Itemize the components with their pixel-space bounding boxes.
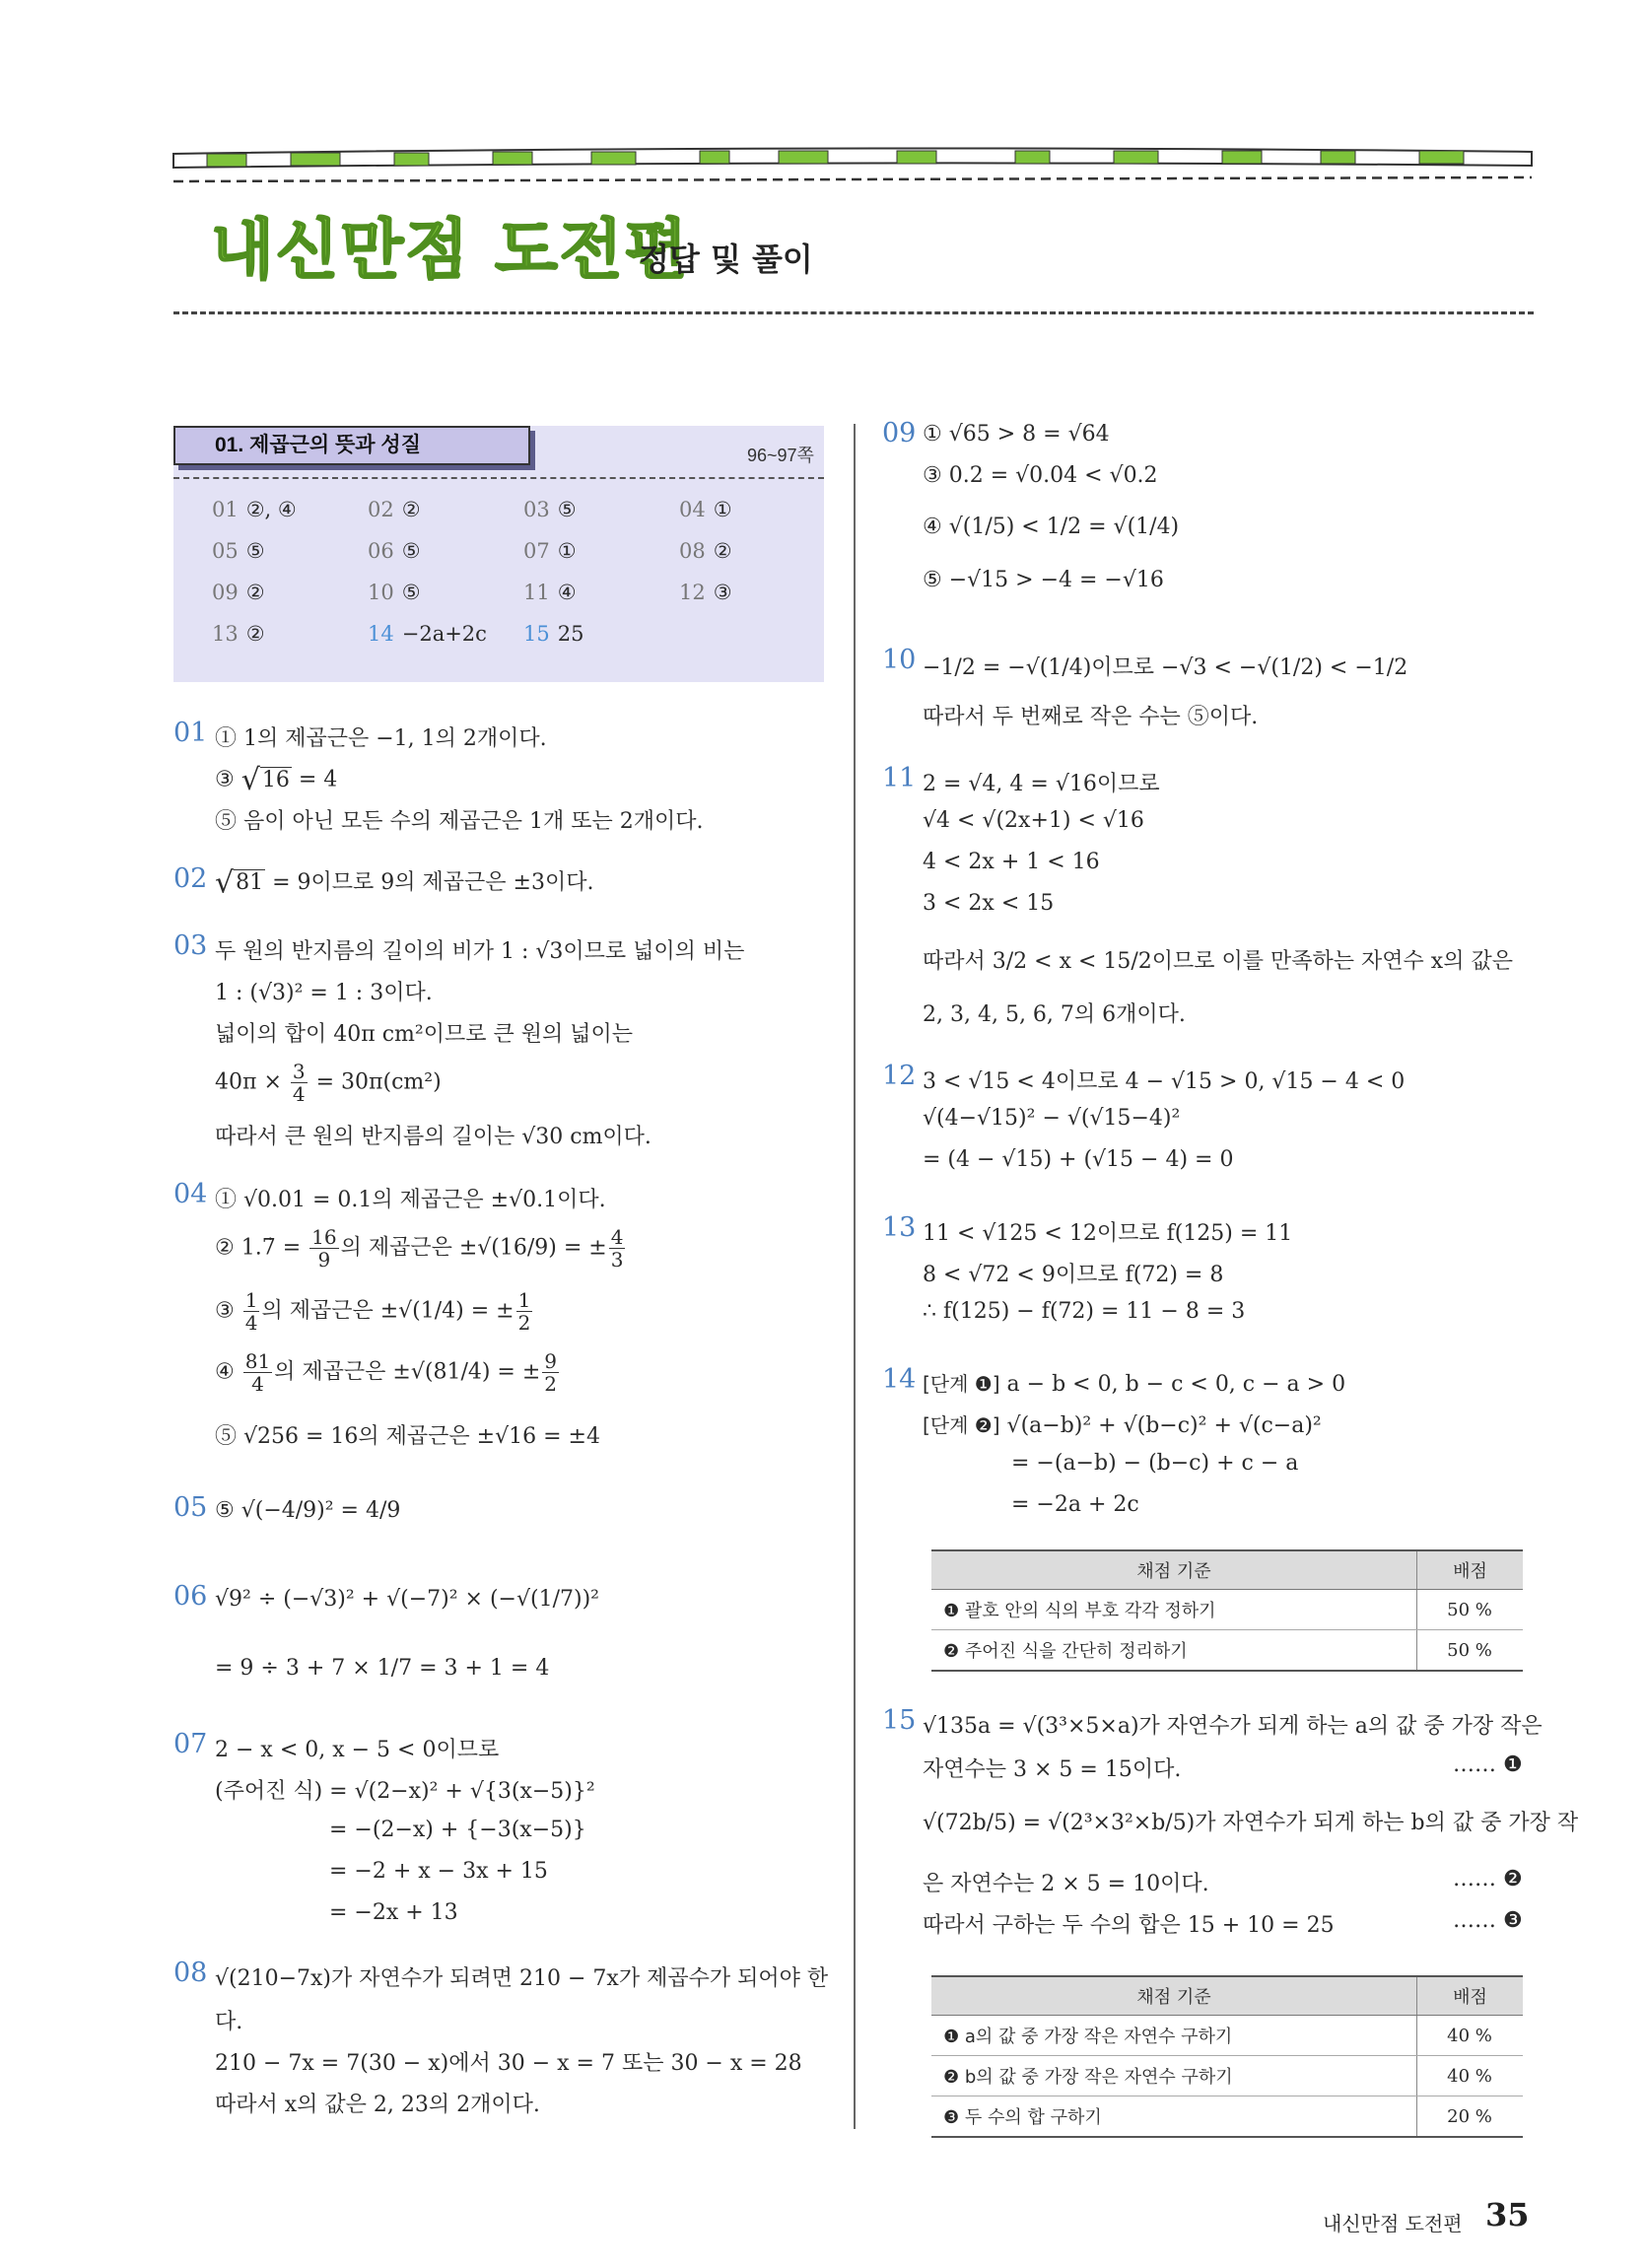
solution-line: 두 원의 반지름의 길이의 비가 1 : √3이므로 넓이의 비는 <box>215 939 745 964</box>
page-title: 내신만점 도전편 <box>211 212 690 288</box>
solution-line: 11 < √125 < 12이므로 f(125) = 11 <box>923 1221 1293 1246</box>
solution-line: 3 < √15 < 4이므로 4 − √15 > 0, √15 − 4 < 0 <box>923 1069 1406 1094</box>
solution-line: = −(a−b) − (b−c) + c − a <box>1011 1451 1299 1476</box>
solution-line: 8 < √72 < 9이므로 f(72) = 8 <box>923 1263 1224 1287</box>
problem-number: 05 <box>173 1492 208 1523</box>
solution-line: 다. <box>215 2010 243 2034</box>
answer-item: 01 ②, ④ <box>212 498 297 521</box>
solution-line: = (4 − √15) + (√15 − 4) = 0 <box>923 1147 1234 1172</box>
column-divider <box>854 424 856 2129</box>
answer-item: 05 ⑤ <box>212 539 265 563</box>
solution-line: 따라서 3/2 < x < 15/2이므로 이를 만족하는 자연수 x의 값은 <box>923 949 1513 974</box>
solution-line: 따라서 구하는 두 수의 합은 15 + 10 = 25 <box>923 1913 1335 1938</box>
step-label: [단계 ❶] <box>923 1372 1000 1396</box>
solution-line: ⑤ √256 = 16의 제곱근은 ±√16 = ±4 <box>215 1424 600 1449</box>
problem-number: 03 <box>173 930 208 961</box>
footer-label: 내신만점 도전편 <box>1323 2212 1463 2235</box>
problem-number: 09 <box>882 418 917 448</box>
solution-line: = −2x + 13 <box>329 1900 458 1925</box>
table-header: 채점 기준 <box>931 1976 1417 2016</box>
solution-line: √(210−7x)가 자연수가 되려면 210 − 7x가 제곱수가 되어야 한 <box>215 1966 829 1991</box>
solution-line: (주어진 식) = √(2−x)² + √{3(x−5)}² <box>215 1779 595 1804</box>
section-divider <box>173 477 824 479</box>
scoring-table-14 <box>931 1549 1523 1672</box>
solution-line: = −(2−x) + {−3(x−5)} <box>329 1818 586 1842</box>
solution-line: ④ √(1/5) < 1/2 = √(1/4) <box>923 515 1180 539</box>
table-header: 배점 <box>1417 1976 1524 2016</box>
step-marker: …… ❷ <box>1453 1867 1523 1891</box>
solution-line: 210 − 7x = 7(30 − x)에서 30 − x = 7 또는 30 − x = 28 <box>215 2051 802 2076</box>
solution-line: ① √0.01 = 0.1의 제곱근은 ±√0.1이다. <box>215 1188 606 1212</box>
solution-line: [단계 ❶] a − b < 0, b − c < 0, c − a > 0 <box>923 1372 1346 1397</box>
solution-line: ③ 0.2 = √0.04 < √0.2 <box>923 463 1158 488</box>
answer-item: 06 ⑤ <box>368 539 421 563</box>
solution-line: 2 − x < 0, x − 5 < 0이므로 <box>215 1738 500 1762</box>
table-row: ❶ 괄호 안의 식의 부호 각각 정하기 50 % <box>931 1590 1523 1630</box>
table-header: 배점 <box>1417 1550 1524 1590</box>
section-title: 01. 제곱근의 뜻과 성질 <box>173 426 530 465</box>
table-row: ❷ b의 값 중 가장 작은 자연수 구하기 40 % <box>931 2056 1523 2096</box>
solution-line: ③ √16 = 4 <box>215 763 338 797</box>
answer-item: 10 ⑤ <box>368 581 421 604</box>
problem-number: 04 <box>173 1179 208 1209</box>
step-label: [단계 ❷] <box>923 1413 1000 1437</box>
problem-number: 08 <box>173 1958 208 1988</box>
answer-item: 09 ② <box>212 581 265 604</box>
solution-line: ⑤ √(−4/9)² = 4/9 <box>215 1498 401 1523</box>
answer-item: 15 25 <box>523 622 584 646</box>
solution-line: ① √65 > 8 = √64 <box>923 422 1110 447</box>
problem-number: 06 <box>173 1581 208 1612</box>
solution-line: 40π × $\frac{3}{4}$ = 30π(cm²) <box>215 1060 442 1106</box>
problem-number: 11 <box>882 763 917 793</box>
solution-line: 4 < 2x + 1 < 16 <box>923 850 1100 874</box>
solution-line: ④ $\frac{81}{4}$ 의 제곱근은 ±√(81/4) = ± $\frac{9}{2}$ <box>215 1349 558 1396</box>
answer-item: 07 ① <box>523 539 577 563</box>
solution-line: 은 자연수는 2 × 5 = 10이다. <box>923 1872 1209 1896</box>
page-subtitle: 정답 및 풀이 <box>639 241 813 278</box>
table-row: ❶ a의 값 중 가장 작은 자연수 구하기 40 % <box>931 2016 1523 2056</box>
answer-item: 08 ② <box>679 539 732 563</box>
answer-item: 04 ① <box>679 498 732 521</box>
solution-line: [단계 ❷] √(a−b)² + √(b−c)² + √(c−a)² <box>923 1413 1322 1438</box>
header-divider <box>173 311 1534 314</box>
problem-number: 02 <box>173 863 208 894</box>
solution-line: ② 1.7̇ = $\frac{16}{9}$ 의 제곱근은 ±√(16/9) = ± $\frac{4}{3}$ <box>215 1225 624 1271</box>
problem-number: 12 <box>882 1061 917 1091</box>
solution-line: ⑤ 음이 아닌 모든 수의 제곱근은 1개 또는 2개이다. <box>215 809 704 834</box>
answer-item: 13 ② <box>212 622 265 646</box>
solution-line: ⑤ −√15 > −4 = −√16 <box>923 568 1164 592</box>
solution-line: √9² ÷ (−√3)² + √(−7)² × (−√(1/7))² <box>215 1587 599 1612</box>
problem-number: 10 <box>882 645 917 675</box>
step-marker: …… ❶ <box>1453 1753 1523 1777</box>
problem-number: 14 <box>882 1364 917 1395</box>
solution-line: = −2a + 2c <box>1011 1492 1139 1517</box>
solution-line: = −2 + x − 3x + 15 <box>329 1859 548 1884</box>
section-pages: 96~97쪽 <box>747 446 814 465</box>
solution-line: −1/2 = −√(1/4)이므로 −√3 < −√(1/2) < −1/2 <box>923 655 1408 680</box>
solution-line: √(4−√15)² − √(√15−4)² <box>923 1106 1181 1131</box>
table-row: ❸ 두 수의 합 구하기 20 % <box>931 2096 1523 2138</box>
solution-line: √81 = 9이므로 9의 제곱근은 ±3이다. <box>215 865 594 901</box>
table-header: 채점 기준 <box>931 1550 1417 1590</box>
problem-number: 13 <box>882 1212 917 1243</box>
solution-line: √4 < √(2x+1) < √16 <box>923 808 1144 833</box>
answer-grid <box>212 498 835 646</box>
solution-line: √135a = √(3³×5×a)가 자연수가 되게 하는 a의 값 중 가장 작은 <box>923 1714 1543 1739</box>
solution-line: ① 1의 제곱근은 −1, 1의 2개이다. <box>215 726 547 751</box>
solution-line: 따라서 두 번째로 작은 수는 ⑤이다. <box>923 705 1259 729</box>
solution-line: √(72b/5) = √(2³×3²×b/5)가 자연수가 되게 하는 b의 값 중 가장 작 <box>923 1811 1579 1835</box>
answer-item: 03 ⑤ <box>523 498 577 521</box>
solution-line: 2, 3, 4, 5, 6, 7의 6개이다. <box>923 1002 1186 1027</box>
solution-line: 따라서 x의 값은 2, 23의 2개이다. <box>215 2093 540 2117</box>
scoring-table-15 <box>931 1975 1523 2138</box>
solution-line: 자연수는 3 × 5 = 15이다. <box>923 1757 1182 1782</box>
solution-line: 넓이의 합이 40π cm²이므로 큰 원의 넓이는 <box>215 1022 633 1047</box>
problem-number: 07 <box>173 1729 208 1759</box>
problem-number: 15 <box>882 1705 917 1736</box>
answer-item: 11 ④ <box>523 581 577 604</box>
answer-item: 12 ③ <box>679 581 732 604</box>
page-number: 35 <box>1485 2196 1530 2234</box>
answer-item: 14 −2a+2c <box>368 622 487 646</box>
table-row: ❷ 주어진 식을 간단히 정리하기 50 % <box>931 1630 1523 1672</box>
step-marker: …… ❸ <box>1453 1908 1523 1933</box>
solution-line: ③ $\frac{1}{4}$ 의 제곱근은 ±√(1/4) = ± $\frac{1}{2}$ <box>215 1288 531 1335</box>
solution-line: 3 < 2x < 15 <box>923 891 1055 916</box>
answer-item: 02 ② <box>368 498 421 521</box>
solution-line: 2 = √4, 4 = √16이므로 <box>923 772 1160 796</box>
solution-line: = 9 ÷ 3 + 7 × 1/7 = 3 + 1 = 4 <box>215 1656 550 1681</box>
solution-line: 따라서 큰 원의 반지름의 길이는 √30 cm이다. <box>215 1125 652 1149</box>
solution-line: 1 : (√3)² = 1 : 3이다. <box>215 981 433 1005</box>
problem-number: 01 <box>173 718 208 748</box>
solution-line: ∴ f(125) − f(72) = 11 − 8 = 3 <box>923 1299 1246 1324</box>
